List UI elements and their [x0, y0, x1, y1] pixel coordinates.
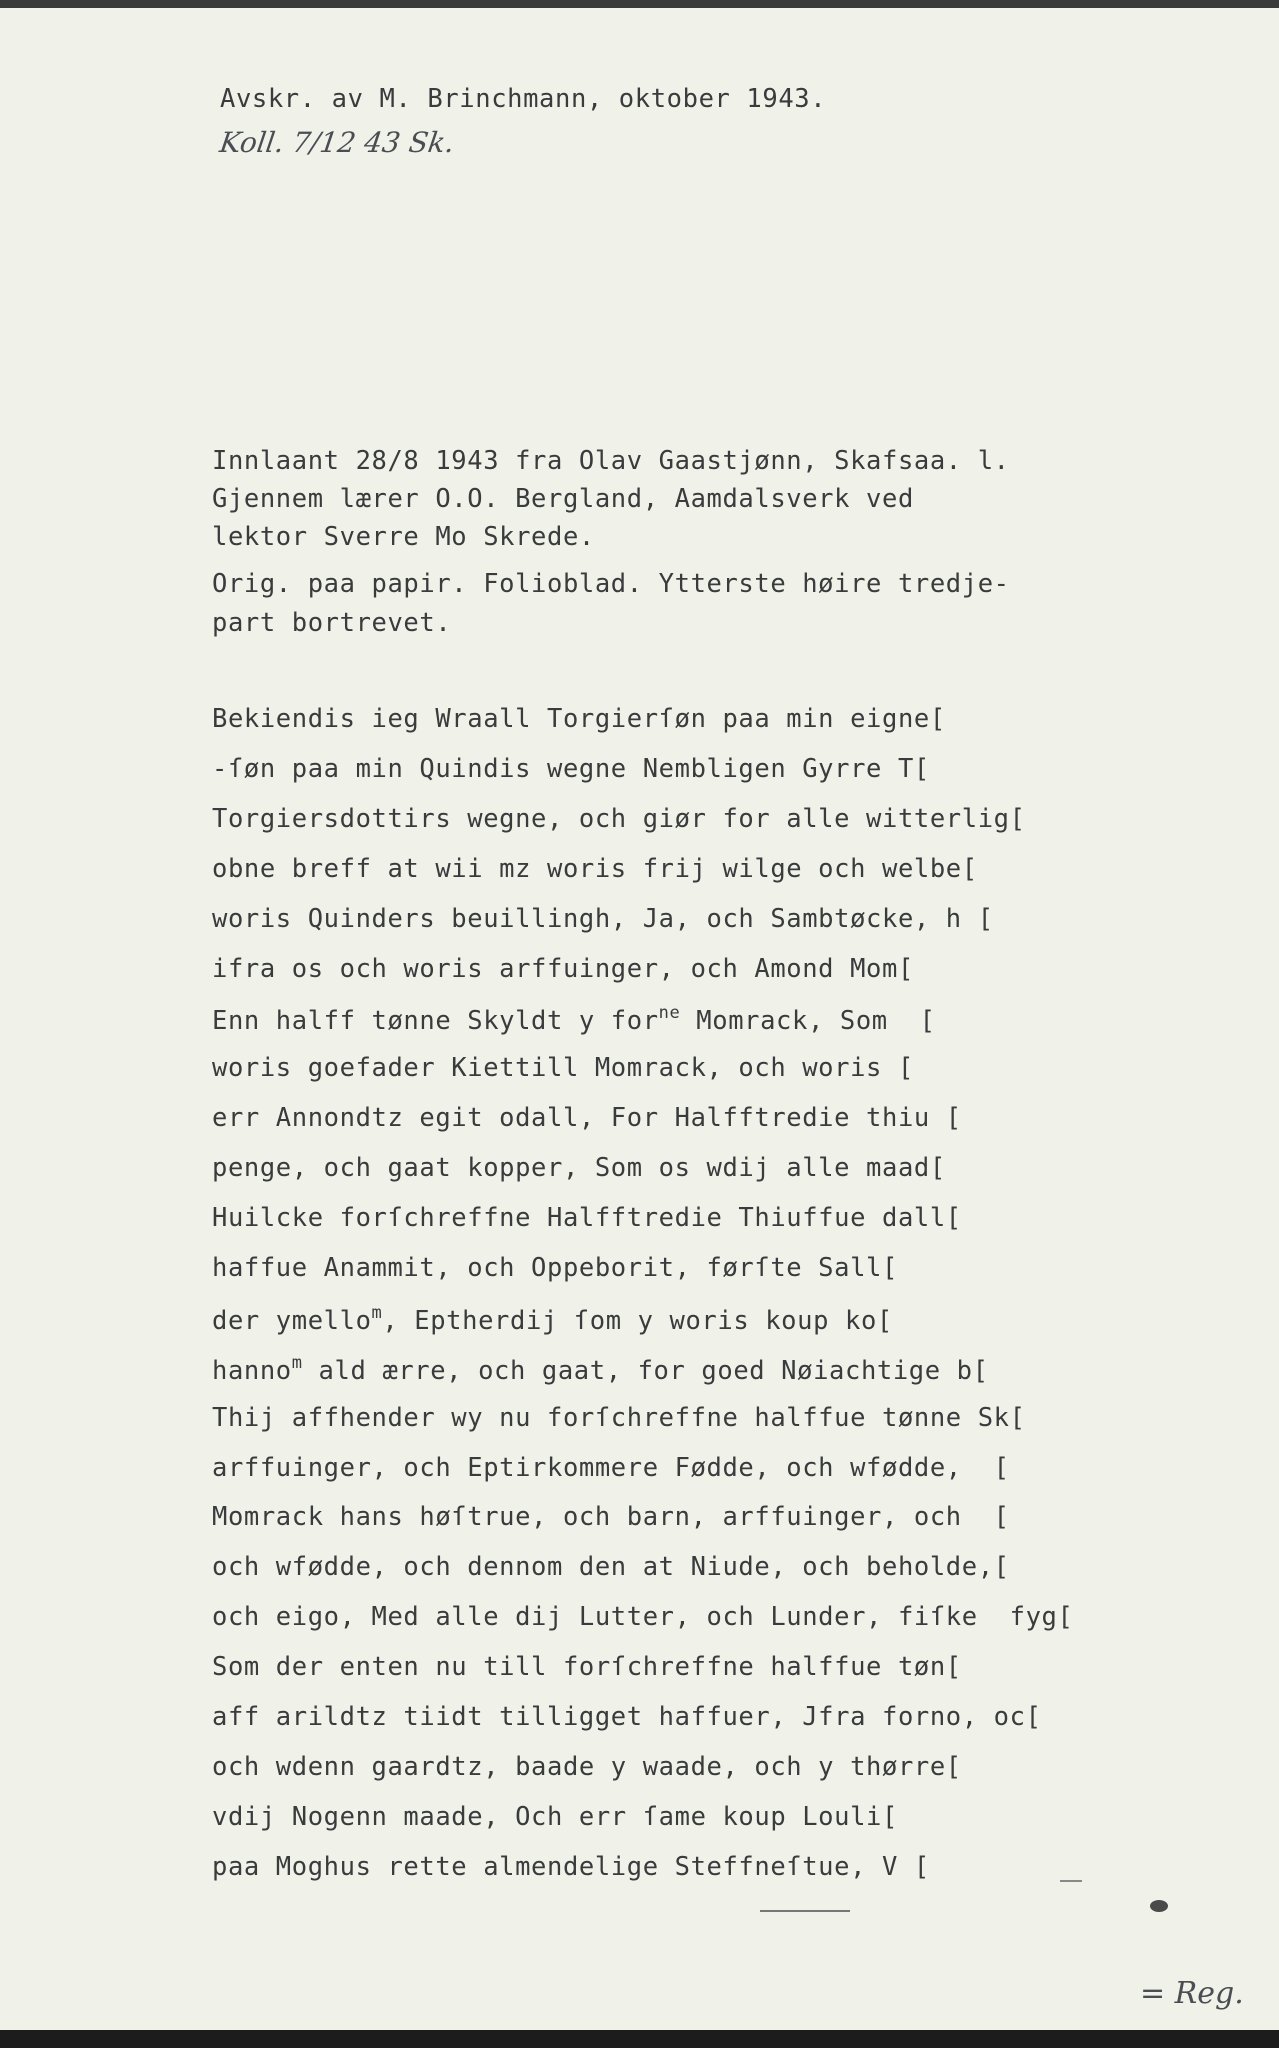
- transcript-line: [212, 1552, 1010, 1582]
- transcript-line-text: Momrack, Som [: [680, 1006, 936, 1036]
- transcript-line-text: Huilcke forſchreffne Halfftredie Thiuffue dall[: [212, 1203, 962, 1233]
- transcript-line: [212, 1153, 946, 1183]
- transcript-line-text: och wdenn gaardtz, baade y waade, och y thørre[: [212, 1752, 962, 1782]
- transcript-line-text: arffuinger, och Eptirkommere Fødde, och wfødde, [: [212, 1453, 1010, 1483]
- transcript-line: [212, 954, 914, 984]
- original-description-line: Orig. paa papir. Folioblad. Ytterste høire tredje-: [212, 569, 1010, 599]
- transcript-line: [212, 1752, 962, 1782]
- transcript-line-text: Momrack hans høſtrue, och barn, arffuinger, och [: [212, 1502, 1010, 1532]
- transcript-line-text: Thij affhender wy nu forſchreffne halffue tønne Sk[: [212, 1403, 1026, 1433]
- transcript-line: [212, 904, 994, 934]
- transcript-line: [212, 1602, 1073, 1632]
- provenance-line: Gjennem lærer O.O. Bergland, Aamdalsverk ved: [212, 484, 914, 514]
- transcript-line: [212, 1353, 989, 1386]
- transcript-line: [212, 854, 978, 884]
- transcript-line: [212, 1103, 962, 1133]
- transcriber-line: Avskr. av M. Brinchmann, oktober 1943.: [220, 84, 827, 114]
- transcript-line: [212, 1403, 1026, 1433]
- transcript-line: [212, 1303, 893, 1336]
- transcript-line-text: obne breff at wii mz woris frij wilge och welbe[: [212, 854, 978, 884]
- transcript-line-text: Som der enten nu till forſchreffne halffue tøn[: [212, 1652, 962, 1682]
- transcript-line: [212, 754, 930, 784]
- transcript-line-text: err Annondtz egit odall, For Halfftredie thiu [: [212, 1103, 962, 1133]
- transcript-line-text: ald ærre, och gaat, for goed Nøiachtige b[: [302, 1356, 989, 1386]
- superscript-abbreviation: ne: [658, 1003, 681, 1023]
- transcript-line-text: hanno: [212, 1356, 292, 1386]
- transcript-line: [212, 1003, 936, 1036]
- transcript-line-text: penge, och gaat kopper, Som os wdij alle maad[: [212, 1153, 946, 1183]
- transcript-line-text: Enn halff tønne Skyldt y for: [212, 1006, 659, 1036]
- transcript-line-text: vdij Nogenn maade, Och err ſame koup Louli[: [212, 1802, 898, 1832]
- transcript-line: [212, 1253, 898, 1283]
- transcript-line-text: haffue Anammit, och Oppeborit, førſte Sall[: [212, 1253, 898, 1283]
- transcript-line-text: och eigo, Med alle dij Lutter, och Lunder, fiſke fyg[: [212, 1602, 1074, 1632]
- scan-edge-top: [0, 0, 1279, 8]
- provenance-line: lektor Sverre Mo Skrede.: [212, 522, 595, 552]
- superscript-abbreviation: m: [291, 1353, 303, 1373]
- transcript-line: [212, 704, 946, 734]
- ink-blot: [1150, 1900, 1168, 1912]
- transcript-line-text: aff arildtz tiidt tilligget haffuer, Jfra forno, oc[: [212, 1702, 1042, 1732]
- transcript-line: [212, 1802, 898, 1832]
- provenance-line: Innlaant 28/8 1943 fra Olav Gaastjønn, Skafsaa. l.: [212, 446, 1010, 476]
- transcript-line-text: och wfødde, och dennom den at Niude, och beholde,[: [212, 1552, 1010, 1582]
- scan-edge-bottom: [0, 2030, 1279, 2048]
- scan-mark: [1060, 1880, 1082, 1882]
- original-description-line: part bortrevet.: [212, 608, 452, 638]
- transcript-line-text: -ſøn paa min Quindis wegne Nembligen Gyrre T[: [212, 754, 930, 784]
- transcript-line: [212, 1502, 1010, 1532]
- transcript-line: [212, 804, 1026, 834]
- transcript-line-text: woris Quinders beuillingh, Ja, och Sambtøcke, h [: [212, 904, 994, 934]
- margin-note-handwritten: = Reg.: [1140, 1976, 1244, 2011]
- transcript-line: [212, 1852, 930, 1882]
- scan-mark: [760, 1910, 850, 1912]
- transcript-line-text: Torgiersdottirs wegne, och giør for alle witterlig[: [212, 804, 1026, 834]
- transcript-line: [212, 1652, 962, 1682]
- transcript-line-text: woris goefader Kiettill Momrack, och woris [: [212, 1053, 914, 1083]
- transcript-line: [212, 1203, 962, 1233]
- transcript-line: [212, 1053, 914, 1083]
- check-note-handwritten: Koll. 7/12 43 Sk.: [217, 126, 457, 159]
- transcript-line: [212, 1453, 1010, 1483]
- transcript-line-text: , Eptherdij ſom y woris koup ko[: [382, 1306, 893, 1336]
- superscript-abbreviation: m: [371, 1303, 383, 1323]
- transcript-line: [212, 1702, 1042, 1732]
- transcript-line-text: ifra os och woris arffuinger, och Amond Mom[: [212, 954, 914, 984]
- transcript-line-text: paa Moghus rette almendelige Steffneſtue, V [: [212, 1852, 930, 1882]
- transcript-line-text: Bekiendis ieg Wraall Torgierſøn paa min eigne[: [212, 704, 946, 734]
- transcript-line-text: der ymello: [212, 1306, 372, 1336]
